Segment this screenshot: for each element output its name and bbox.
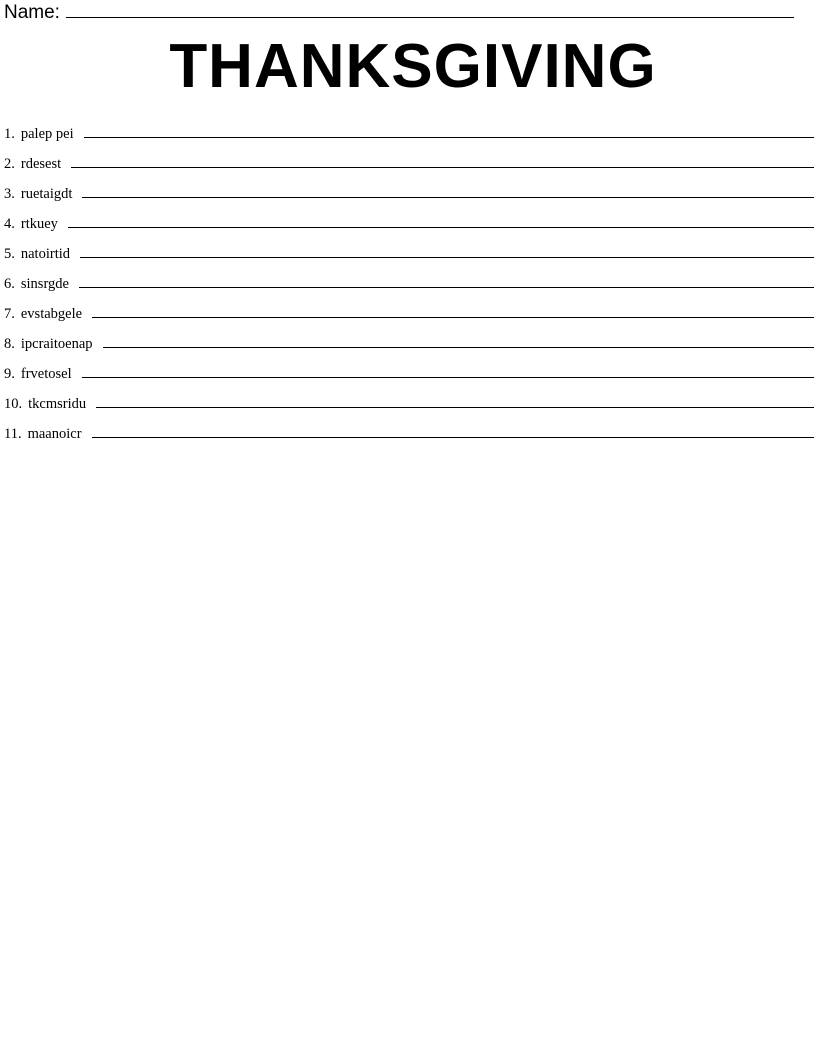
answer-write-line[interactable] xyxy=(68,214,814,228)
scrambled-word: natoirtid xyxy=(20,246,71,262)
answer-write-line[interactable] xyxy=(82,364,814,378)
answer-write-line[interactable] xyxy=(92,424,814,438)
scrambled-word: frvetosel xyxy=(20,366,72,382)
scrambled-word: sinsrgde xyxy=(20,276,69,292)
word-scramble-list xyxy=(0,124,816,454)
word-number: 5. xyxy=(4,246,15,262)
word-number: 7. xyxy=(4,306,15,322)
word-number: 9. xyxy=(4,366,15,382)
answer-write-line[interactable] xyxy=(92,304,814,318)
name-label: Name: xyxy=(4,2,60,23)
word-number: 4. xyxy=(4,216,15,232)
answer-write-line[interactable] xyxy=(82,184,814,198)
answer-write-line[interactable] xyxy=(96,394,814,408)
name-field-row xyxy=(0,0,816,26)
list-item xyxy=(2,304,814,334)
scrambled-word: ruetaigdt xyxy=(20,186,73,202)
word-number: 6. xyxy=(4,276,15,292)
list-item xyxy=(2,334,814,364)
list-item xyxy=(2,364,814,394)
scrambled-word: rdesest xyxy=(20,156,62,172)
scrambled-word: evstabgele xyxy=(20,306,83,322)
page-title: THANKSGIVING xyxy=(169,32,657,101)
scrambled-word: ipcraitoenap xyxy=(20,336,93,352)
word-number: 10. xyxy=(4,396,23,412)
answer-write-line[interactable] xyxy=(79,274,814,288)
word-number: 1. xyxy=(4,126,15,142)
word-number: 11. xyxy=(4,426,22,442)
list-item xyxy=(2,424,814,454)
list-item xyxy=(2,124,814,154)
list-item xyxy=(2,394,814,424)
word-number: 8. xyxy=(4,336,15,352)
list-item xyxy=(2,214,814,244)
list-item xyxy=(2,184,814,214)
scrambled-word: tkcmsridu xyxy=(28,396,87,412)
list-item xyxy=(2,154,814,184)
list-item xyxy=(2,274,814,304)
answer-write-line[interactable] xyxy=(84,124,814,138)
word-number: 2. xyxy=(4,156,15,172)
list-item xyxy=(2,244,814,274)
scrambled-word: palep pei xyxy=(20,126,74,142)
name-write-line[interactable] xyxy=(66,3,794,18)
answer-write-line[interactable] xyxy=(103,334,814,348)
scrambled-word: rtkuey xyxy=(20,216,58,232)
scrambled-word: maanoicr xyxy=(27,426,82,442)
answer-write-line[interactable] xyxy=(71,154,814,168)
answer-write-line[interactable] xyxy=(80,244,814,258)
word-number: 3. xyxy=(4,186,15,202)
